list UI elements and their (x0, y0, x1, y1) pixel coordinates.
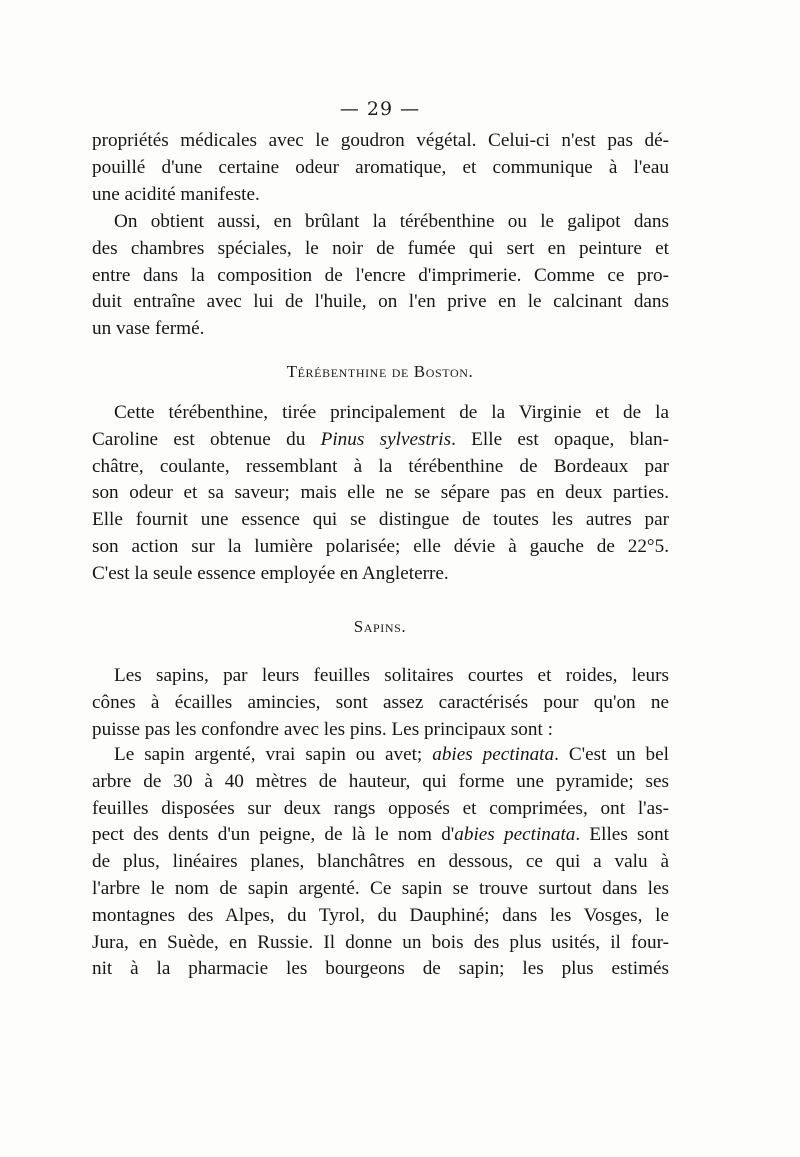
text-line (92, 742, 669, 769)
text-line: On obtient aussi, en brûlant la térébenthine ou le galipot dans (114, 211, 669, 232)
text-fragment: pect des dents d'un peigne, de là le nom d' (92, 824, 455, 846)
text-line: son odeur et sa saveur; mais elle ne se sépare pas en deux parties. (92, 482, 669, 504)
text-line: entre dans la composition de l'encre d'imprimerie. Comme ce pro- (92, 264, 669, 286)
text-line: des chambres spéciales, le noir de fumée qui sert en peinture et (92, 237, 669, 259)
text-line: C'est la seule essence employée en Angleterre. (92, 562, 449, 584)
section-heading-terebenthine-boston: Térébenthine de Boston. (286, 362, 474, 381)
text-fragment: . C'est un bel (554, 744, 669, 765)
text-line: son action sur la lumière polarisée; elle dévie à gauche de 22°5. (92, 535, 669, 557)
text-line: propriétés médicales avec le goudron végétal. Celui-ci n'est pas dé- (92, 130, 669, 151)
text-line: de plus, linéaires planes, blanchâtres en dessous, ce qui a valu à (92, 851, 669, 873)
paragraph-terebenthine-boston (92, 400, 669, 588)
text-line: puisse pas les confondre avec les pins. Les principaux sont : (92, 718, 553, 740)
text-line: duit entraîne avec lui de l'huile, on l'en prive en le calcinant dans (92, 291, 669, 313)
paragraph-continuation (92, 128, 669, 208)
text-line: pouillé d'une certaine odeur aromatique, et communique à l'eau (92, 156, 669, 178)
species-name-italic: abies pectinata (432, 744, 555, 765)
text-line: l'arbre le nom de sapin argenté. Ce sapin se trouve surtout dans les (92, 877, 669, 899)
text-line: un vase fermé. (92, 318, 205, 340)
text-line: Cette térébenthine, tirée principalement de la Virginie et de la (114, 402, 669, 423)
paragraph-sapins-intro (92, 663, 669, 743)
text-line: feuilles disposées sur deux rangs opposés et comprimées, ont l'as- (92, 797, 669, 819)
species-name-italic: Pinus sylvestris (320, 428, 452, 450)
text-fragment: Le sapin argenté, vrai sapin ou avet; (114, 744, 433, 765)
text-line: nit à la pharmacie les bourgeons de sapin; les plus estimés (92, 958, 669, 980)
text-fragment: . Elles sont (575, 824, 669, 846)
text-fragment: . Elle est opaque, blan- (451, 428, 669, 450)
text-line (92, 822, 669, 849)
text-line (92, 427, 669, 454)
page-number: — 29 — (339, 98, 421, 120)
text-line: arbre de 30 à 40 mètres de hauteur, qui forme une pyramide; ses (92, 770, 669, 792)
text-line: une acidité manifeste. (92, 183, 260, 205)
text-line: Elle fournit une essence qui se distingue de toutes les autres par (92, 509, 669, 531)
text-line: Jura, en Suède, en Russie. Il donne un bois des plus usités, il four- (92, 931, 669, 953)
text-fragment: Caroline est obtenue du (92, 428, 321, 450)
text-line: châtre, coulante, ressemblant à la térébenthine de Bordeaux par (92, 455, 669, 477)
section-heading-sapins: Sapins. (353, 617, 407, 636)
paragraph-noir-de-fumee (92, 209, 669, 343)
text-line: cônes à écailles amincies, sont assez caractérisés pour qu'on ne (92, 691, 669, 713)
species-name-italic: abies pectinata (454, 824, 576, 846)
text-line: Les sapins, par leurs feuilles solitaires courtes et roides, leurs (114, 665, 669, 686)
paragraph-sapin-argente (92, 742, 669, 983)
text-line: montagnes des Alpes, du Tyrol, du Dauphiné; dans les Vosges, le (92, 904, 669, 926)
